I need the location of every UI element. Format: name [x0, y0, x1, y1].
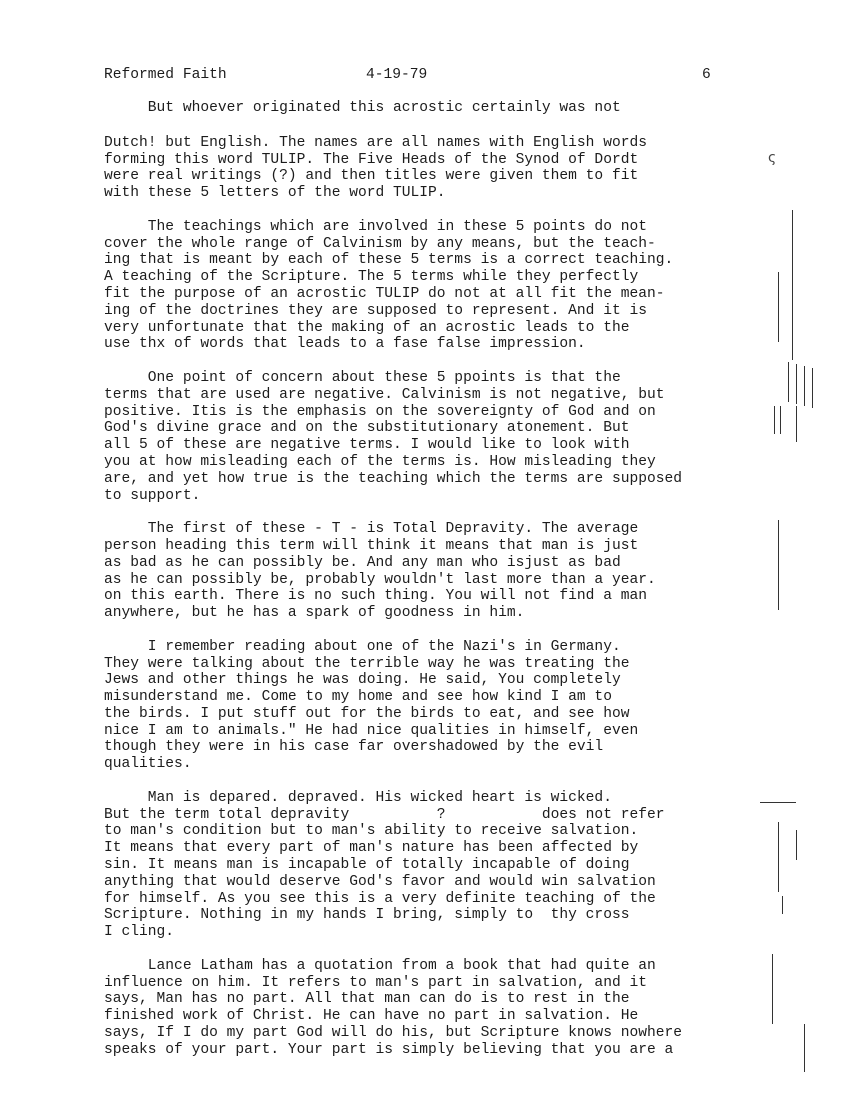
margin-mark — [760, 802, 796, 803]
text-line: person heading this term will think it means that man is just — [104, 537, 639, 554]
text-line: I cling. — [104, 924, 175, 941]
text-line: says, If I do my part God will do his, but Scripture knows nowhere — [104, 1025, 683, 1042]
text-line: One point of concern about these 5 ppoints is that the — [104, 369, 621, 386]
text-line: as he can possibly be, probably wouldn't last more than a year. — [104, 571, 656, 588]
text-line: But the term total depravity ? does not refer — [104, 806, 665, 823]
text-line: It means that every part of man's nature has been affected by — [104, 840, 639, 857]
text-line: cover the whole range of Calvinism by any means, but the teach- — [104, 235, 656, 252]
margin-mark — [792, 210, 793, 360]
margin-mark: ς — [768, 150, 777, 166]
page-header — [104, 66, 714, 86]
text-line: But whoever originated this acrostic certainly was not — [104, 100, 621, 116]
text-line: Scripture. Nothing in my hands I bring, simply to thy cross — [104, 907, 630, 924]
text-line: to support. — [104, 487, 201, 504]
text-line: influence on him. It refers to man's part in salvation, and it — [104, 974, 647, 991]
text-line: use thx of words that leads to a fase false impression. — [104, 336, 586, 353]
margin-mark — [812, 368, 813, 408]
text-line: qualities. — [104, 756, 192, 773]
text-line: terms that are used are negative. Calvinism is not negative, but — [104, 386, 665, 403]
text-line: A teaching of the Scripture. The 5 terms while they perfectly — [104, 269, 639, 286]
text-line: I remember reading about one of the Nazi's in Germany. — [104, 638, 621, 655]
text-line: Lance Latham has a quotation from a book that had quite an — [104, 957, 656, 974]
text-line: anywhere, but he has a spark of goodness in him. — [104, 605, 525, 622]
text-line: as bad as he can possibly be. And any man who isjust as bad — [104, 554, 621, 571]
margin-mark — [796, 830, 797, 860]
text-line: Man is depared. depraved. His wicked heart is wicked. — [104, 789, 612, 806]
text-line: ing that is meant by each of these 5 terms is a correct teaching. — [104, 252, 674, 269]
text-line: for himself. As you see this is a very definite teaching of the — [104, 890, 656, 907]
text-line: sin. It means man is incapable of totally incapable of doing — [104, 857, 630, 874]
text-line: you at how misleading each of the terms is. How misleading they — [104, 453, 656, 470]
text-line: to man's condition but to man's ability to receive salvation. — [104, 823, 639, 840]
margin-mark — [780, 406, 781, 434]
text-line: on this earth. There is no such thing. You will not find a man — [104, 588, 647, 605]
text-line: says, Man has no part. All that man can do is to rest in the — [104, 991, 630, 1008]
text-line: They were talking about the terrible way he was treating the — [104, 655, 630, 672]
margin-mark — [782, 896, 783, 914]
header-date: 4-19-79 — [366, 67, 428, 83]
margin-mark — [778, 520, 779, 610]
text-line: fit the purpose of an acrostic TULIP do not at all fit the mean- — [104, 285, 665, 302]
document-body — [104, 100, 794, 1059]
text-line: the birds. I put stuff out for the birds to eat, and see how — [104, 705, 630, 722]
margin-mark — [774, 406, 775, 434]
text-line: all 5 of these are negative terms. I would like to look with — [104, 437, 630, 454]
text-line: Jews and other things he was doing. He said, You completely — [104, 672, 621, 689]
text-line: positive. Itis is the emphasis on the sovereignty of God and on — [104, 403, 656, 420]
text-line: The teachings which are involved in these 5 points do not — [104, 218, 647, 235]
text-line: speaks of your part. Your part is simply believing that you are a — [104, 1041, 674, 1058]
text-line: God's divine grace and on the substitutionary atonement. But — [104, 420, 630, 437]
text-line: ing of the doctrines they are supposed to represent. And it is — [104, 302, 647, 319]
text-line: finished work of Christ. He can have no part in salvation. He — [104, 1008, 639, 1025]
text-line: were real writings (?) and then titles were given them to fit — [104, 168, 639, 185]
margin-mark — [778, 822, 779, 892]
margin-mark — [796, 364, 797, 404]
margin-mark — [778, 272, 779, 342]
text-line: very unfortunate that the making of an acrostic leads to the — [104, 319, 630, 336]
header-title: Reformed Faith — [104, 67, 227, 83]
text-line: The first of these - T - is Total Depravity. The average — [104, 521, 639, 538]
text-line: anything that would deserve God's favor and would win salvation — [104, 873, 656, 890]
margin-mark — [804, 366, 805, 406]
margin-mark — [796, 406, 797, 442]
text-line: are, and yet how true is the teaching which the terms are supposed — [104, 470, 683, 487]
header-page-number: 6 — [702, 67, 711, 83]
text-line: forming this word TULIP. The Five Heads of the Synod of Dordt — [104, 151, 639, 168]
text-line: misunderstand me. Come to my home and see how kind I am to — [104, 689, 612, 706]
text-line: nice I am to animals." He had nice qualities in himself, even — [104, 722, 639, 739]
margin-mark — [772, 954, 773, 1024]
text-line: though they were in his case far overshadowed by the evil — [104, 739, 604, 756]
margin-mark — [788, 362, 789, 402]
text-line: with these 5 letters of the word TULIP. — [104, 185, 446, 202]
margin-mark — [804, 1024, 805, 1072]
text-line: Dutch! but English. The names are all names with English words — [104, 134, 647, 151]
